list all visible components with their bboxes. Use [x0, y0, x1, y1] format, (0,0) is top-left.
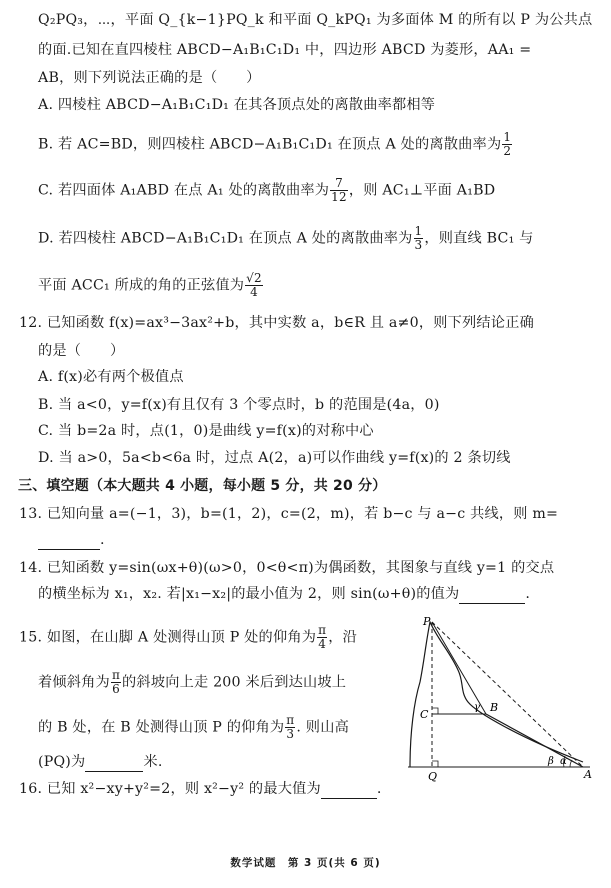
option-d-text2: 平面 ACC₁ 所成的角的正弦值为 — [38, 277, 245, 294]
q16-text: 16. 已知 x²−xy+y²=2，则 x²−y² 的最大值为 — [19, 781, 321, 797]
q15-text: 的 B 处，在 B 处测得山顶 P 的仰角为 — [38, 719, 285, 736]
mountain-figure — [398, 612, 598, 782]
denominator: 3 — [414, 238, 423, 252]
denominator: 6 — [112, 682, 120, 696]
q12-option-a: A. f(x)必有两个极值点 — [38, 369, 184, 385]
fraction — [414, 225, 424, 252]
mountain-outline — [410, 622, 583, 767]
q14-line2 — [38, 584, 598, 604]
sight-line-pb — [432, 622, 486, 714]
option-c — [38, 177, 598, 204]
numerator: π — [111, 668, 121, 682]
point-label-a: A — [584, 768, 592, 781]
answer-blank[interactable] — [85, 757, 143, 772]
q15-text: (PQ)为 — [38, 754, 86, 770]
option-b — [38, 131, 598, 158]
option-d-cont — [38, 272, 598, 299]
q13-answer-line — [38, 530, 598, 550]
text-line: 的是（ ） — [38, 343, 125, 359]
answer-blank[interactable] — [38, 535, 100, 550]
period: . — [100, 532, 105, 548]
q15-line4 — [38, 752, 398, 772]
question-13: 13. 已知向量 a=(−1，3)，b=(1，2)，c=(2，m)，若 b−c 与 a−c 共线，则 m= — [19, 506, 559, 522]
option-d — [38, 225, 598, 252]
q15-line2 — [38, 669, 398, 696]
denominator: 12 — [331, 190, 347, 204]
numerator: 1 — [503, 130, 512, 144]
option-a: A. 四棱柱 ABCD−A₁B₁C₁D₁ 在其各顶点处的离散曲率都相等 — [38, 97, 436, 113]
angle-label-gamma: γ — [474, 702, 480, 713]
option-b-text: B. 若 AC=BD，则四棱柱 ABCD−A₁B₁C₁D₁ 在顶点 A 处的离散曲率为 — [38, 136, 502, 153]
period: . — [376, 781, 382, 797]
q14-text: 的横坐标为 x₁，x₂. 若|x₁−x₂|的最小值为 2，则 sin(ω+θ)的值为 — [38, 586, 460, 602]
denominator: 3 — [286, 727, 295, 741]
fraction — [245, 272, 263, 299]
fraction — [330, 177, 348, 204]
point-label-q: Q — [428, 770, 438, 782]
section-heading: 三、填空题（本大题共 4 小题，每小题 5 分，共 20 分） — [18, 478, 387, 494]
angle-label-alpha: α — [560, 756, 567, 767]
period: . — [525, 586, 531, 602]
q15-text: 着倾斜角为 — [38, 674, 110, 691]
q15-text: 15. 如图，在山脚 A 处测得山顶 P 处的仰角为 — [19, 629, 317, 646]
slope-line — [486, 714, 583, 767]
question-15 — [19, 624, 399, 651]
q15-text-end: ，沿 — [328, 629, 357, 646]
right-angle-mark — [432, 708, 438, 714]
answer-blank[interactable] — [459, 589, 525, 604]
q15-text-end: . 则山高 — [296, 719, 349, 736]
denominator: 4 — [318, 637, 327, 651]
text-line: AB，则下列说法正确的是（ ） — [38, 70, 261, 86]
sight-line-pa — [432, 622, 583, 767]
numerator: √2 — [246, 271, 262, 285]
option-c-text-end: ，则 AC₁⊥平面 A₁BD — [348, 182, 496, 199]
fraction — [317, 624, 327, 651]
q12-option-c: C. 当 b=2a 时，点(1，0)是曲线 y=f(x)的对称中心 — [38, 423, 374, 439]
fraction — [111, 669, 121, 696]
option-d-text: D. 若四棱柱 ABCD−A₁B₁C₁D₁ 在顶点 A 处的离散曲率为 — [38, 230, 413, 247]
question-14: 14. 已知函数 y=sin(ωx+θ)(ω>0，0<θ<π)为偶函数，其图象与直线 y=1 的交点 — [19, 560, 555, 576]
q12-option-d: D. 当 a>0，5a<b<6a 时，过点 A(2，a)可以作曲线 y=f(x)的 2 条切线 — [38, 450, 511, 466]
fraction — [502, 131, 512, 158]
numerator: 7 — [330, 177, 348, 191]
page-footer: 数学试题 第 3 页(共 6 页) — [230, 857, 381, 869]
fraction — [285, 714, 295, 741]
denominator: 2 — [503, 144, 512, 158]
q15-line3 — [38, 714, 398, 741]
point-label-p: P — [423, 615, 431, 628]
angle-label-beta: β — [548, 756, 554, 767]
numerator: π — [286, 713, 295, 727]
q12-option-b: B. 当 a<0，y=f(x)有且仅有 3 个零点时，b 的范围是(4a，0) — [38, 397, 440, 413]
answer-blank[interactable] — [321, 784, 377, 799]
question-12: 12. 已知函数 f(x)=ax³−3ax²+b，其中实数 a，b∈R 且 a≠0，则下列结论正确 — [19, 315, 534, 331]
numerator: π — [318, 623, 327, 637]
right-angle-mark — [432, 761, 438, 767]
q15-text-end: 的斜坡向上走 200 米后到达山坡上 — [122, 674, 347, 691]
point-label-b: B — [490, 701, 499, 714]
point-label-c: C — [420, 708, 429, 721]
option-c-text: C. 若四面体 A₁ABD 在点 A₁ 处的离散曲率为 — [38, 182, 330, 199]
angle-arc — [570, 760, 572, 767]
denominator: 4 — [250, 285, 258, 299]
text-line: 的面.已知在直四棱柱 ABCD−A₁B₁C₁D₁ 中，四边形 ABCD 为菱形，AA₁ = — [38, 42, 532, 58]
q15-text-end: 米. — [143, 754, 163, 770]
question-16 — [19, 779, 579, 799]
text-line: Q₂PQ₃，⋯，平面 Q_{k−1}PQ_k 和平面 Q_kPQ₁ 为多面体 M 的所有以 P 为公共点 — [38, 12, 593, 28]
option-d-text-end: ，则直线 BC₁ 与 — [424, 230, 534, 247]
numerator: 1 — [414, 224, 423, 238]
